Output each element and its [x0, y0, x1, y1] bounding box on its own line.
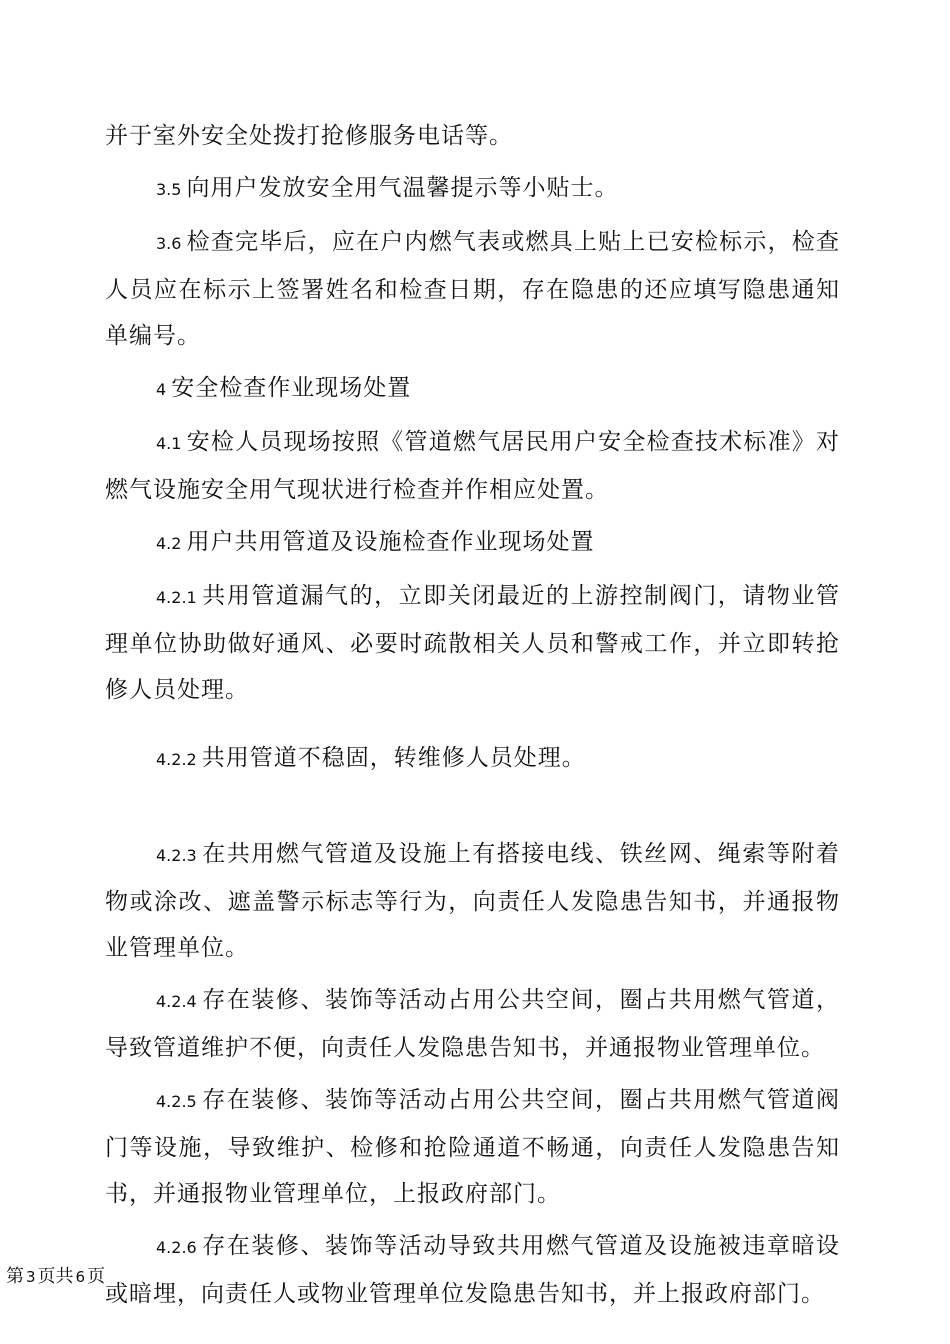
section-number: 4.2.2	[156, 750, 197, 769]
footer-suffix: 页	[87, 1266, 106, 1287]
paragraph-text: 向用户发放安全用气温馨提示等小贴士。	[186, 175, 619, 201]
paragraph-text: 存在装修、装饰等活动占用公共空间，圈占共用燃气管道，导致管道维护不便，向责任人发隐患告知书，并通报物业管理单位。	[105, 987, 840, 1061]
section-number: 4.2.3	[156, 846, 197, 865]
document-body	[105, 113, 840, 1317]
footer-prefix: 第	[6, 1266, 24, 1287]
section-number: 4.2.1	[156, 588, 197, 607]
paragraph-text: 用户共用管道及设施检查作业现场处置	[186, 529, 595, 555]
paragraph-text: 检查完毕后，应在户内燃气表或燃具上贴上已安检标示，检查人员应在标示上签署姓名和检查日期，存在隐患的还应填写隐患通知单编号。	[105, 229, 840, 349]
paragraph-text: 存在装修、装饰等活动占用公共空间，圈占共用燃气管道阀门等设施，导致维护、检修和抢险通道不畅通，向责任人发隐患告知书，并通报物业管理单位，上报政府部门。	[105, 1087, 840, 1207]
section-number: 4.2.5	[156, 1092, 197, 1111]
paragraph-text: 共用管道漏气的，立即关闭最近的上游控制阀门，请物业管理单位协助做好通风、必要时疏散相关人员和警戒工作，并立即转抢修人员处理。	[105, 583, 840, 703]
paragraph-3-6	[105, 219, 840, 359]
paragraph-4-2-3	[105, 831, 840, 971]
section-number: 3.6	[156, 234, 182, 253]
section-heading-4-2	[105, 519, 840, 567]
section-number: 3.5	[156, 180, 182, 199]
paragraph-text: 安检人员现场按照《管道燃气居民用户安全检查技术标准》对燃气设施安全用气现状进行检查并作相应处置。	[105, 429, 840, 503]
page-footer	[6, 1265, 105, 1289]
current-page-number: 3	[26, 1268, 36, 1286]
paragraph-text: 共用管道不稳固，转维修人员处理。	[201, 745, 586, 771]
paragraph-continuation	[105, 113, 840, 159]
section-number: 4.1	[156, 434, 182, 453]
paragraph-4-2-4	[105, 977, 840, 1071]
section-heading-4	[105, 365, 840, 413]
paragraph-4-1	[105, 419, 840, 513]
paragraph-4-2-5	[105, 1077, 840, 1217]
section-number: 4	[156, 380, 167, 399]
section-number: 4.2.4	[156, 992, 197, 1011]
section-number: 4.2.6	[156, 1238, 197, 1257]
paragraph-text: 存在装修、装饰等活动导致共用燃气管道及设施被违章暗设或暗埋，向责任人或物业管理单位发隐患告知书，并上报政府部门。	[105, 1233, 840, 1307]
paragraph-text: 并于室外安全处拨打抢修服务电话等。	[105, 123, 513, 149]
paragraph-4-2-1	[105, 573, 840, 713]
total-page-count: 6	[75, 1268, 86, 1286]
paragraph-4-2-6	[105, 1223, 840, 1317]
paragraph-text: 在共用燃气管道及设施上有搭接电线、铁丝网、绳索等附着物或涂改、遮盖警示标志等行为，向责任人发隐患告知书，并通报物业管理单位。	[105, 841, 840, 961]
section-number: 4.2	[156, 534, 182, 553]
paragraph-4-2-2	[105, 735, 840, 783]
footer-middle: 页共	[37, 1266, 74, 1287]
paragraph-text: 安全检查作业现场处置	[171, 375, 412, 401]
paragraph-3-5	[105, 165, 840, 213]
